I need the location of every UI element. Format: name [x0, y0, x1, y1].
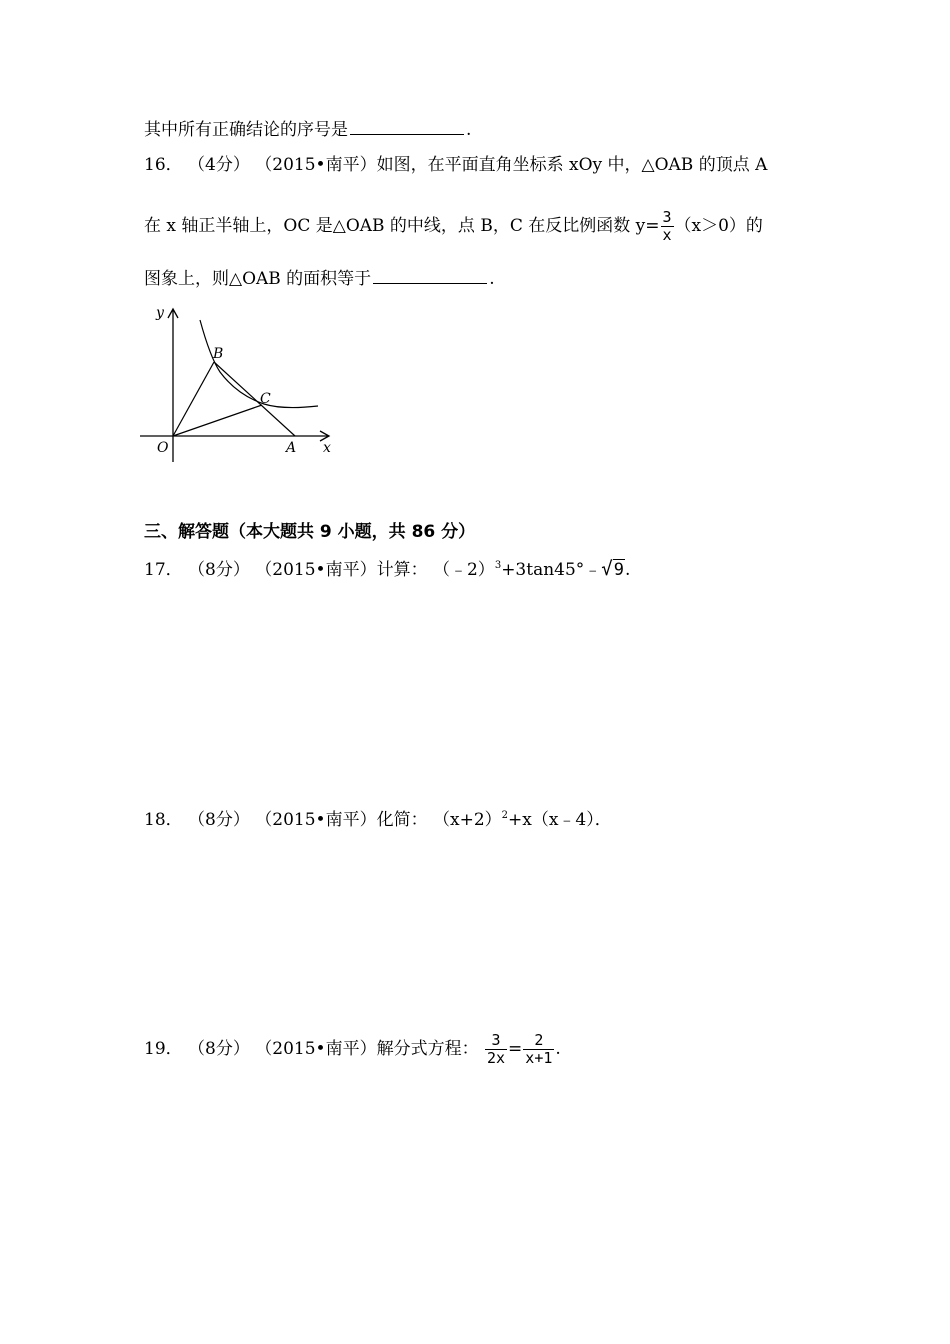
q15-answer-blank — [350, 116, 464, 135]
q18-line — [144, 808, 612, 832]
q17-expr-base: （﹣2） — [432, 560, 495, 580]
q19-rhs-fraction — [523, 1032, 554, 1067]
label-y: y — [156, 305, 164, 321]
q18-expr-exponent: 2 — [501, 810, 509, 821]
label-b: B — [213, 346, 224, 362]
q19-lhs-numerator: 3 — [485, 1032, 507, 1050]
q16-points: （4分） — [188, 155, 250, 175]
segment-ba — [214, 362, 295, 436]
q18-expr-rest: +x（x﹣4）． — [508, 810, 612, 830]
q17-source: （2015•南平） — [255, 560, 377, 580]
q17-expr-exponent: 3 — [494, 560, 502, 571]
q16-text-1: 如图，在平面直角坐标系 xOy 中，△OAB 的顶点 A — [376, 155, 768, 175]
q16-line-3 — [144, 265, 495, 291]
q18-source: （2015•南平） — [255, 810, 377, 830]
q19-line — [144, 1030, 561, 1068]
q19-rhs-denominator: x+1 — [525, 1049, 553, 1067]
label-o: O — [157, 440, 169, 456]
q16-line-2 — [144, 208, 763, 244]
q15-tail-line — [144, 116, 471, 142]
q16-number: 16． — [144, 155, 183, 175]
q17-number: 17． — [144, 560, 183, 580]
segment-oc — [173, 405, 262, 436]
q19-prompt: 解分式方程： — [376, 1039, 479, 1059]
q17-expr-mid: +3tan45°﹣ — [501, 560, 602, 580]
q19-rhs-numerator: 2 — [523, 1032, 554, 1050]
q16-line-1 — [144, 153, 767, 177]
q19-number: 19． — [144, 1039, 183, 1059]
q18-number: 18． — [144, 810, 183, 830]
q19-points: （8分） — [188, 1039, 250, 1059]
q15-tail-text: 其中所有正确结论的序号是 — [144, 120, 348, 140]
q18-expr-base: （x+2） — [432, 810, 502, 830]
q17-end: . — [625, 560, 631, 580]
q16-answer-blank — [373, 265, 487, 284]
q18-prompt: 化简： — [376, 810, 428, 830]
q17-sqrt — [601, 557, 625, 582]
q19-end: . — [555, 1039, 561, 1059]
q19-equals: = — [508, 1039, 523, 1059]
segment-ob — [173, 362, 214, 436]
label-c: C — [260, 391, 271, 407]
section-3-heading: 三、解答题（本大题共 9 小题，共 86 分） — [144, 522, 476, 542]
q16-text-2-pre: 在 x 轴正半轴上，OC 是△OAB 的中线，点 B，C 在反比例函数 y= — [144, 216, 660, 236]
q17-prompt: 计算： — [376, 560, 428, 580]
q16-source: （2015•南平） — [255, 155, 377, 175]
q16-figure — [140, 300, 340, 470]
q16-text-3-end: . — [489, 269, 495, 289]
label-a: A — [286, 440, 297, 456]
q16-fraction-numerator: 3 — [662, 208, 672, 226]
label-x: x — [323, 440, 331, 456]
q18-points: （8分） — [188, 810, 250, 830]
q16-fraction — [661, 209, 674, 244]
q16-text-3: 图象上，则△OAB 的面积等于 — [144, 269, 372, 289]
q16-text-2-post: （x＞0）的 — [674, 216, 763, 236]
q17-points: （8分） — [188, 560, 250, 580]
q17-sqrt-radicand: 9 — [613, 560, 624, 580]
sqrt-icon: √ — [601, 558, 613, 580]
q19-lhs-denominator: 2x — [486, 1049, 506, 1067]
hyperbola-curve — [200, 320, 318, 408]
q19-lhs-fraction — [485, 1032, 507, 1067]
q19-source: （2015•南平） — [255, 1039, 377, 1059]
q17-line — [144, 557, 630, 582]
q16-fraction-denominator: x — [662, 226, 672, 244]
q15-tail-end: . — [466, 120, 472, 140]
